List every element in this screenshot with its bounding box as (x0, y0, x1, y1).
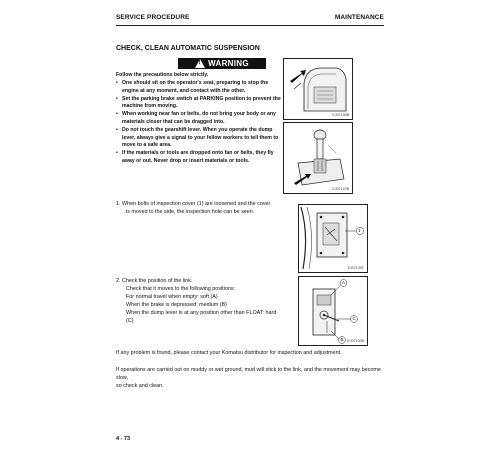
header-section: SERVICE PROCEDURE (116, 14, 190, 21)
step-2-line: Check that it moves to the following positions: (126, 286, 236, 292)
callout-b: B (340, 337, 344, 342)
figure-code: EJ07130T (347, 266, 364, 270)
warning-intro: Follow the precautions below strictly. (116, 72, 209, 78)
step-2 (116, 277, 316, 325)
section-title: CHECK, CLEAN AUTOMATIC SUSPENSION (116, 45, 260, 52)
warning-item: • When working near fan or belts, do not bring your body or any materials closer that can be dragged into. (116, 111, 282, 127)
warning-banner (178, 58, 266, 69)
figure-inspection-cover (298, 204, 368, 273)
link-positions-illustration (299, 277, 367, 345)
callout-a: A (342, 280, 345, 285)
contact-note: If any problem is found, please contact your Komatsu distributor for inspection and adjustment. (116, 350, 342, 356)
header-rule (116, 25, 384, 26)
muddy-ground-line: so check and clean. (116, 383, 164, 389)
step-1-line: 1. When bolts of inspection cover (1) are loosened and the cover (116, 201, 271, 207)
step-2-line: When the dump lever is at any position other than FLOAT: hard (126, 310, 277, 316)
figure-code: EJ07130B (332, 113, 349, 117)
gearshift-illustration (284, 123, 352, 193)
step-2-line: 2. Check the position of the link. (116, 278, 193, 284)
step-2-line: For normal travel when empty: soft (A) (126, 294, 218, 300)
header-chapter: MAINTENANCE (334, 14, 384, 21)
step-2-line: (C) (126, 318, 134, 324)
step-1-line: is moved to the side, the inspection hole can be seen. (126, 209, 255, 215)
callout-1: 1 (358, 227, 361, 233)
warning-item: • Do not touch the gearshift lever. When you operate the dump lever, always give a signal to your fellow workers to tell them to move to a safe area. (116, 127, 282, 150)
warning-item: • Set the parking brake switch at PARKING position to prevent the machine from moving. (116, 96, 282, 112)
figure-code: EJ07147B (332, 187, 349, 191)
step-2-line: When the brake is depressed: medium (B) (126, 302, 227, 308)
warning-item: • If the materials or tools are dropped onto fan or belts, they fly away or out. Never drop or insert materials or tools. (116, 150, 282, 166)
warning-label: WARNING (208, 59, 249, 68)
step-1 (116, 200, 316, 216)
switch-console-illustration (284, 59, 352, 119)
callout-c: C (352, 316, 356, 321)
page-number: 4 - 73 (116, 436, 131, 442)
inspection-cover-illustration (299, 205, 367, 272)
muddy-ground-line: If operations are carried out on muddy or wet ground, mud will stick to the link, and the movement may become slow, (116, 367, 381, 381)
warning-triangle-icon (195, 59, 205, 68)
muddy-ground-note (116, 366, 388, 390)
figure-code: EJ07130B (347, 339, 364, 343)
warning-item: • One should sit on the operator's seat, preparing to stop the engine at any moment, and contact with the other. (116, 80, 282, 96)
warning-list (116, 80, 282, 166)
figure-gearshift-lever (283, 122, 353, 194)
figure-link-positions (298, 276, 368, 346)
figure-switch-console (283, 58, 353, 120)
